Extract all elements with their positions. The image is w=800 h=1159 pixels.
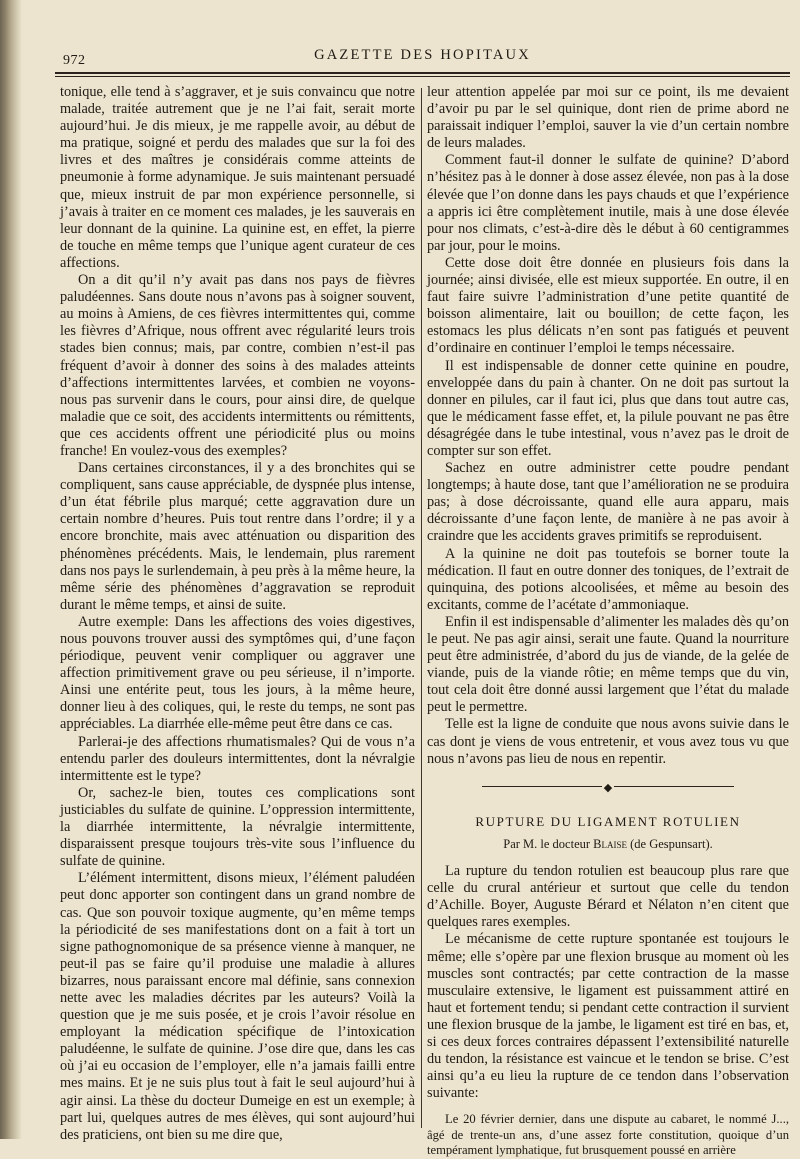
separator-ornament: ◆	[603, 781, 613, 794]
page-header	[55, 40, 790, 68]
paragraph: tonique, elle tend à s’aggraver, et je suis convaincu que notre malade, traitée autrement que je ne l’ai fait, serait morte aujourd’hui. Je dis mieux, je me rappelle avoir, au début de ma pratique, soigné et perdu des malades que sur la foi des livres et des maîtres je considérais comme atteints de pneumonie à forme adynamique. Je suis maintenant persuadé que, mieux instruit de par mon expérience personnelle, si j’avais à traiter en ce moment ces malades, je les sauverais en leur donnant de la quinine. La quinine est, en effet, la pierre de touche en même temps que l’unique agent curateur de ces affections.	[60, 84, 415, 271]
paragraph: La rupture du tendon rotulien est beaucoup plus rare que celle du crural antérieur et surtout que celle du tendon d’Achille. Boyer, Auguste Bérard et Nélaton n’en citent que quelques rares exemples.	[427, 863, 789, 931]
text-columns	[55, 84, 790, 1158]
paragraph: Il est indispensable de donner cette quinine en poudre, enveloppée dans du pain à chanter. On ne doit pas surtout la donner en pilules, car il faut ici, plus que dans tout autre cas, que le médicament fasse effet, et, la pilule pouvant ne pas être désagrégée dans le tube intestinal, vous n’avez pas le droit de compter sur son effet.	[427, 357, 789, 459]
byline-prefix: Par M. le docteur	[503, 836, 591, 851]
journal-title: GAZETTE DES HOPITAUX	[314, 47, 531, 63]
paragraph: Comment faut-il donner le sulfate de quinine? D’abord n’hésitez pas à le donner à dose assez élevée, non pas à la dose élevée que l’on donne dans les pays chauds et que l’expérience a appris ici être complètement inutile, mais à une dose élevée pour nos climats, c’est-à-dire dès le début à 60 centigrammes par jour, pour le moins.	[427, 152, 789, 254]
byline-suffix: (de Gespunsart).	[630, 836, 713, 851]
paragraph: Telle est la ligne de conduite que nous avons suivie dans le cas dont je viens de vous entretenir, et vous avez tous vu que nous n’avons pas lieu de nous en repentir.	[427, 716, 789, 767]
paragraph: Le mécanisme de cette rupture spontanée est toujours le même; elle s’opère par une flexion brusque au moment où les muscles sont contractés; par cette contraction de la masse musculaire extensive, le ligament est puissamment attiré en haut et fortement tendu; si pendant cette contraction il survient une flexion brusque de la jambe, le ligament est tiré en bas, et, si ces deux forces contraires dépassent l’extensibilité naturelle du tendon, la résistance est vaincue et le tendon se brise. C’est ainsi qu’a eu lieu la rupture de ce tendon dans l’observation suivante:	[427, 931, 789, 1102]
column-divider	[421, 88, 422, 1128]
article-byline	[427, 836, 789, 853]
right-column	[427, 84, 789, 1159]
paragraph: Sachez en outre administrer cette poudre pendant longtemps; à haute dose, tant que l’amélioration ne se produira pas; à dose décroissante, quand elle aura apparu, mais décroissante d’une façon lente, de manière à ne pas avoir à craindre que les accidents graves primitifs se reproduisent.	[427, 460, 789, 545]
paragraph: Or, sachez-le bien, toutes ces complications sont justiciables du sulfate de quinine. L’oppression intermittente, la diarrhée intermittente, la névralgie intermittente, disparaissent presque toujours très-vite sous l’influence du sulfate de quinine.	[60, 784, 415, 870]
section-separator	[427, 780, 789, 797]
paragraph: Dans certaines circonstances, il y a des bronchites qui se compliquent, sans cause appréciable, de dyspnée plus intense, d’un état fébrile plus marqué; cette aggravation dure un certain nombre d’heures. Puis tout rentre dans l’ordre; il y a encore bronchite, mais avec atténuation ou disparition des phénomènes précédents. Mais, le lendemain, plus rarement dans nos pays le surlendemain, à peu près à la même heure, la même série des phénomènes d’aggravation se reproduit durant le même temps, et ainsi de suite.	[60, 460, 415, 613]
separator-rule-right	[614, 786, 734, 787]
newspaper-page	[55, 40, 790, 1158]
paragraph: leur attention appelée par moi sur ce point, ils me devaient d’avoir pu par le sel quinique, dont rien de prime abord ne paraissait indiquer l’emploi, sauver la vie d’un certain nombre de leurs malades.	[427, 84, 789, 152]
page-number: 972	[63, 53, 86, 68]
paragraph: Enfin il est indispensable d’alimenter les malades dès qu’on le peut. Ne pas agir ainsi, serait une faute. Quand la nourriture peut être administrée, d’abord du jus de viande, de la gelée de viande, puis de la viande rôtie; en même temps que du vin, tout cela doit être donné aussi largement que l’état du malade peut le permettre.	[427, 613, 789, 716]
header-rule-thick	[55, 72, 790, 74]
header-rule-thin	[55, 76, 790, 77]
paragraph: L’élément intermittent, disons mieux, l’élément paludéen peut donc apporter son contingent dans un grand nombre de cas. Que son pouvoir toxique augmente, qu’en même temps la périodicité de ses manifestations dont on a fait à tort un signe pathognomonique de sa présence vienne à manquer, ne peut-il pas se faire qu’il produise une maladie à allures bizarres, nous paraissant encore mal définie, sans connexion nette avec les maladies décrites par les auteurs? Voilà la question que je me suis posée, et je crois l’avoir résolue en employant la médication spécifique de l’intoxication paludéenne, le sulfate de quinine. J’ose dire que, dans les cas où j’ai eu occasion de l’employer, elle n’a jamais failli entre mes mains. Et je ne suis plus tout à fait le seul aujourd’hui à agir ainsi. La thèse du docteur Dumeige en est un exemple; à part lui, quelques autres de mes élèves, qui sont aujourd’hui des praticiens, ont bien su me dire que,	[60, 870, 415, 1143]
book-binding-edge	[0, 0, 22, 1139]
paragraph: On a dit qu’il n’y avait pas dans nos pays de fièvres paludéennes. Sans doute nous n’avons pas à soigner souvent, au moins à Amiens, de ces fièvres intermittentes qui, comme les fièvres d’Afrique, nous offrent avec régularité leurs trois stades bien connus; mais, par contre, combien n’est-il pas fréquent d’avoir à donner des soins à des malades atteints d’affections intermittentes larvées, et combien ne voyons-nous pas survenir dans le cours, pour ainsi dire, de quelque maladie que ce soit, des accidents intermittents ou rémittents, que ces accidents offrent une périodicité plus ou moins franche! En voulez-vous des exemples?	[60, 272, 415, 459]
left-column	[60, 84, 415, 1144]
paragraph: A la quinine ne doit pas toutefois se borner toute la médication. Il faut en outre donner des toniques, de l’extrait de quinquina, des potions alcoolisées, et même au besoin des excitants, comme de l’acétate d’ammoniaque.	[427, 545, 789, 613]
paragraph: Autre exemple: Dans les affections des voies digestives, nous pouvons trouver aussi des symptômes qui, d’une façon périodique, peuvent venir compliquer ou aggraver une affection primitivement grave ou peu sérieuse, il n’importe. Ainsi une entérite peut, tous les jours, à la même heure, donner lieu à des coliques, qui, le reste du temps, ne sont pas appréciables. La diarrhée elle-même peut être dans ce cas.	[60, 613, 415, 733]
article-title: RUPTURE DU LIGAMENT ROTULIEN	[475, 813, 741, 829]
observation-small-print: Le 20 février dernier, dans une dispute au cabaret, le nommé J..., âgé de trente-un ans, d’une assez forte constitution, quoique d’un tempérament lymphatique, fut brusquement poussé en arrière	[427, 1112, 789, 1158]
separator-rule-left	[482, 786, 602, 787]
paragraph: Cette dose doit être donnée en plusieurs fois dans la journée; ainsi divisée, elle est mieux supportée. En outre, il en faut faire suivre l’administration d’une petite quantité de boisson alimentaire, lait ou bouillon; de cette façon, les estomacs les plus délicats n’en sont pas fatigués et peuvent d’ordinaire en continuer l’emploi le temps nécessaire.	[427, 254, 789, 357]
byline-author: Blaise	[593, 836, 627, 851]
paragraph: Parlerai-je des affections rhumatismales? Qui de vous n’a entendu parler des douleurs intermittentes, dont la névralgie intermittente est le type?	[60, 733, 415, 784]
